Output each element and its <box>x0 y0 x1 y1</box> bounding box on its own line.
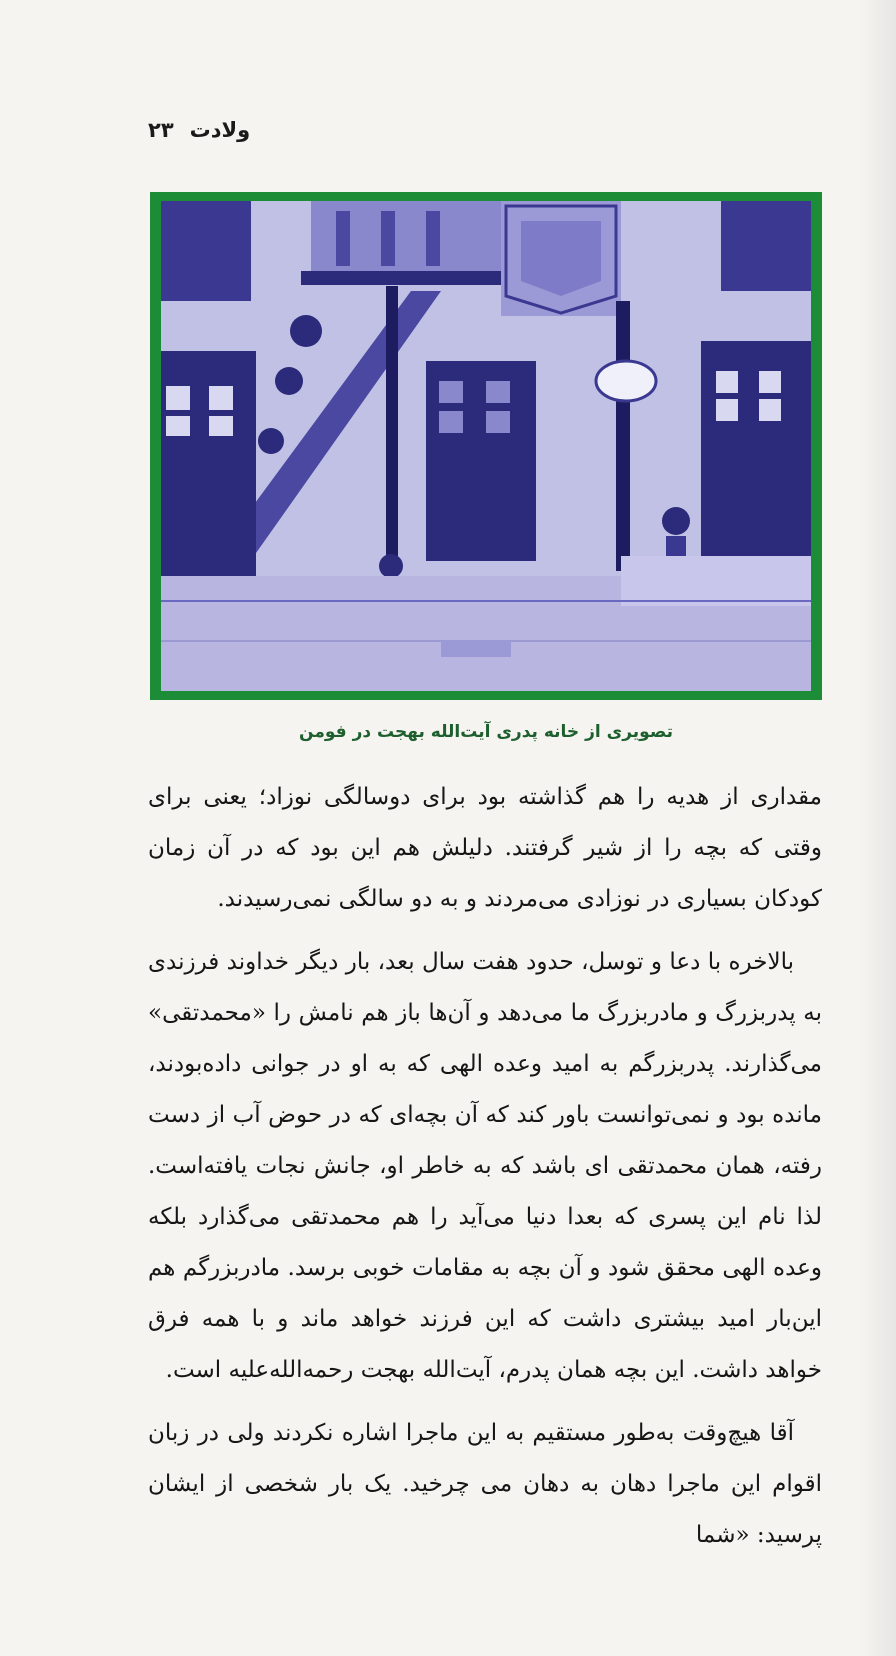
house-photo <box>161 201 811 691</box>
paragraph: مقداری از هدیه را هم گذاشته بود برای دوسالگی نوزاد؛ یعنی برای وقتی که بچه را از شیر گرفتند. دلیلش هم این بود که در آن زمان کودکان بسیاری در نوزادی می‌مردند و به دو سالگی نمی‌رسیدند. <box>148 784 822 912</box>
body-text <box>148 772 822 1573</box>
paragraph: بالاخره با دعا و توسل، حدود هفت سال بعد، بار دیگر خداوند فرزندی به پدربزرگ و مادربزرگ ما می‌دهد و آن‌ها باز هم نامش را «محمدتقی» می‌گذارند. پدربزرگم به امید وعده الهی که به او در جوانی داده‌بودند، مانده بود و نمی‌توانست باور کند که آن بچه‌ای که در حوض آب از دست رفته، همان محمدتقی ای باشد که به خاطر او، جانش نجات یافته‌است. لذا نام این پسری که بعدا دنیا می‌آید را هم محمدتقی می‌گذارد بلکه وعده الهی محقق شود و آن بچه به مقامات خوبی برسد. مادربزرگم هم این‌بار امید بیشتری داشت که این فرزند خواهد ماند و با همه فرق خواهد داشت. این بچه همان پدرم، آیت‌الله بهجت رحمه‌الله‌علیه است. <box>148 949 822 1383</box>
page-edge-shadow <box>860 0 896 1656</box>
figure-caption: تصویری از خانه پدری آیت‌الله بهجت در فومن <box>299 722 673 742</box>
running-header <box>148 118 251 142</box>
page-number: ۲۳ <box>148 118 174 142</box>
paragraph: آقا هیچ‌وقت به‌طور مستقیم به این ماجرا اشاره نکردند ولی در زبان اقوام این ماجرا دهان به دهان می چرخید. یک بار شخصی از ایشان پرسید: «شما <box>148 1420 822 1548</box>
chapter-title: ولادت <box>189 118 251 142</box>
house-photo-frame <box>150 192 822 700</box>
